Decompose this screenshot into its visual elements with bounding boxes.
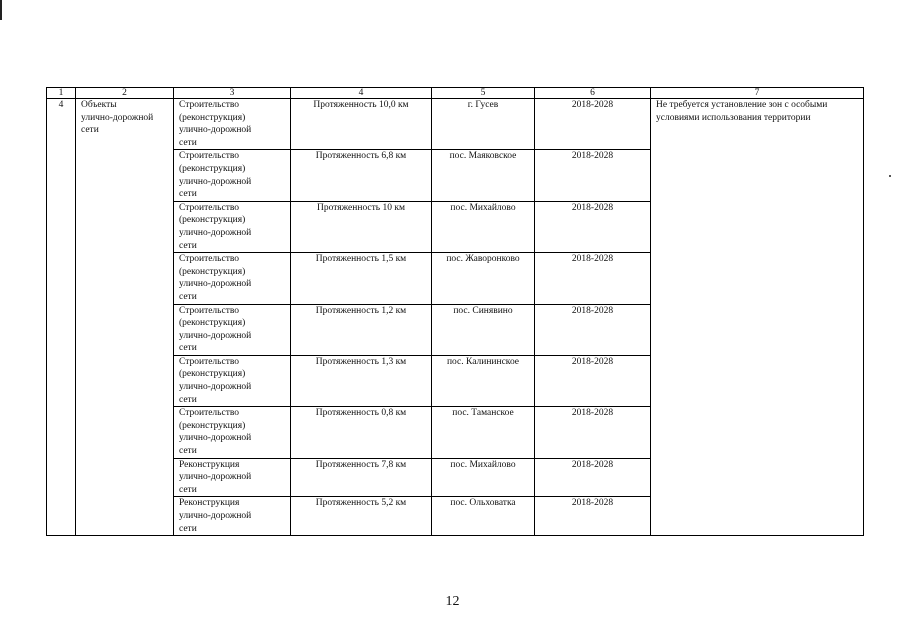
column-number-2: 2 — [76, 88, 174, 99]
length: Протяженность 6,8 км — [291, 150, 432, 201]
work-type: Строительство (реконструкция) улично-дорожной сети — [174, 304, 291, 355]
group-name: Объекты улично-дорожной сети — [76, 99, 174, 536]
location: пос. Жаворонково — [432, 253, 535, 304]
length: Протяженность 1,3 км — [291, 355, 432, 406]
page-number: 12 — [445, 594, 460, 609]
work-type: Строительство (реконструкция) улично-дорожной сети — [174, 407, 291, 458]
column-number-6: 6 — [535, 88, 651, 99]
period: 2018-2028 — [535, 99, 651, 150]
column-number-4: 4 — [291, 88, 432, 99]
location: пос. Ольховатка — [432, 497, 535, 536]
zone-note: Не требуется установление зон с особыми условиями использования территории — [651, 99, 864, 536]
work-type: Строительство (реконструкция) улично-дорожной сети — [174, 99, 291, 150]
location: пос. Маяковское — [432, 150, 535, 201]
period: 2018-2028 — [535, 355, 651, 406]
column-number-1: 1 — [47, 88, 76, 99]
location: пос. Синявино — [432, 304, 535, 355]
length: Протяженность 0,8 км — [291, 407, 432, 458]
location: пос. Таманское — [432, 407, 535, 458]
scan-edge-mark — [0, 0, 2, 20]
location: пос. Калининское — [432, 355, 535, 406]
column-number-3: 3 — [174, 88, 291, 99]
period: 2018-2028 — [535, 304, 651, 355]
column-number-5: 5 — [432, 88, 535, 99]
period: 2018-2028 — [535, 253, 651, 304]
work-type: Строительство (реконструкция) улично-дорожной сети — [174, 355, 291, 406]
length: Протяженность 1,2 км — [291, 304, 432, 355]
period: 2018-2028 — [535, 201, 651, 252]
work-type: Строительство (реконструкция) улично-дорожной сети — [174, 201, 291, 252]
column-number-7: 7 — [651, 88, 864, 99]
length: Протяженность 10 км — [291, 201, 432, 252]
scan-speck — [889, 175, 891, 177]
column-number-row — [47, 88, 864, 99]
period: 2018-2028 — [535, 150, 651, 201]
length: Протяженность 1,5 км — [291, 253, 432, 304]
work-type: Реконструкция улично-дорожной сети — [174, 497, 291, 536]
length: Протяженность 10,0 км — [291, 99, 432, 150]
work-type: Реконструкция улично-дорожной сети — [174, 458, 291, 497]
length: Протяженность 5,2 км — [291, 497, 432, 536]
period: 2018-2028 — [535, 497, 651, 536]
work-type: Строительство (реконструкция) улично-дорожной сети — [174, 253, 291, 304]
location: г. Гусев — [432, 99, 535, 150]
length: Протяженность 7,8 км — [291, 458, 432, 497]
work-type: Строительство (реконструкция) улично-дорожной сети — [174, 150, 291, 201]
location: пос. Михайлово — [432, 201, 535, 252]
location: пос. Михайлово — [432, 458, 535, 497]
table-row — [47, 99, 864, 150]
objects-table — [46, 87, 864, 536]
group-number: 4 — [47, 99, 76, 536]
period: 2018-2028 — [535, 458, 651, 497]
period: 2018-2028 — [535, 407, 651, 458]
